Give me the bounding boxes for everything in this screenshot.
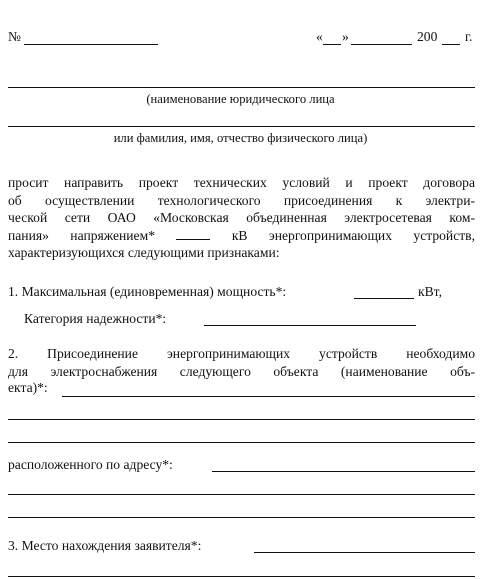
individual-name-field[interactable] [8,126,475,127]
address-field-2[interactable] [8,494,475,495]
date-close-quote: » [342,29,349,44]
voltage-label: пания» напряжением* [8,227,155,243]
object-line-3: екта)*: [8,380,48,395]
object-name-field-1[interactable] [62,396,475,397]
object-line-1: 2. Присоединение энергопринимающих устройств необходимо [8,346,475,361]
applicant-location-field-2[interactable] [8,576,475,577]
request-paragraph [8,174,475,262]
reliability-category-label: Категория надежности*: [24,311,167,326]
request-line-1: просит направить проект технических условий и проект договора [8,175,475,190]
voltage-unit-text: кВ энергопринимающих устройств, [231,227,475,243]
individual-caption: или фамилия, имя, отчество физического лица) [113,131,368,145]
applicant-location-label: 3. Место нахождения заявителя*: [8,538,202,553]
reliability-category-field[interactable] [204,325,416,326]
number-label: № [8,29,21,44]
legal-entity-caption: (наименование юридического лица [146,92,335,106]
address-field-3[interactable] [8,517,475,518]
request-line-2: об осуществлении технологического присоединения к электри- [8,192,475,208]
date-month-field[interactable] [351,44,412,45]
date-year-field[interactable] [442,44,460,45]
year-suffix: г. [465,29,473,44]
applicant-location-field-1[interactable] [254,552,475,553]
legal-entity-name-field[interactable] [8,87,475,88]
max-power-unit: кВт, [418,284,442,299]
date-open-quote: « [316,29,323,44]
voltage-field[interactable] [176,238,210,240]
request-line-3: ческой сети ОАО «Московская объединенная электросетевая ком- [8,210,475,226]
max-power-label: 1. Максимальная (единовременная) мощность*: [8,284,287,299]
date-day-field[interactable] [323,44,341,45]
address-label: расположенного по адресу*: [8,457,173,472]
address-field-1[interactable] [212,471,475,472]
number-field[interactable] [24,44,158,45]
object-name-field-3[interactable] [8,442,475,443]
max-power-field[interactable] [354,298,414,299]
request-line-5: характеризующихся следующими признаками: [8,245,280,261]
request-line-4 [8,227,475,245]
year-prefix: 200 [417,29,438,44]
object-line-2: для электроснабжения следующего объекта (наименование объ- [8,363,475,379]
object-name-field-2[interactable] [8,419,475,420]
object-paragraph [8,345,475,380]
